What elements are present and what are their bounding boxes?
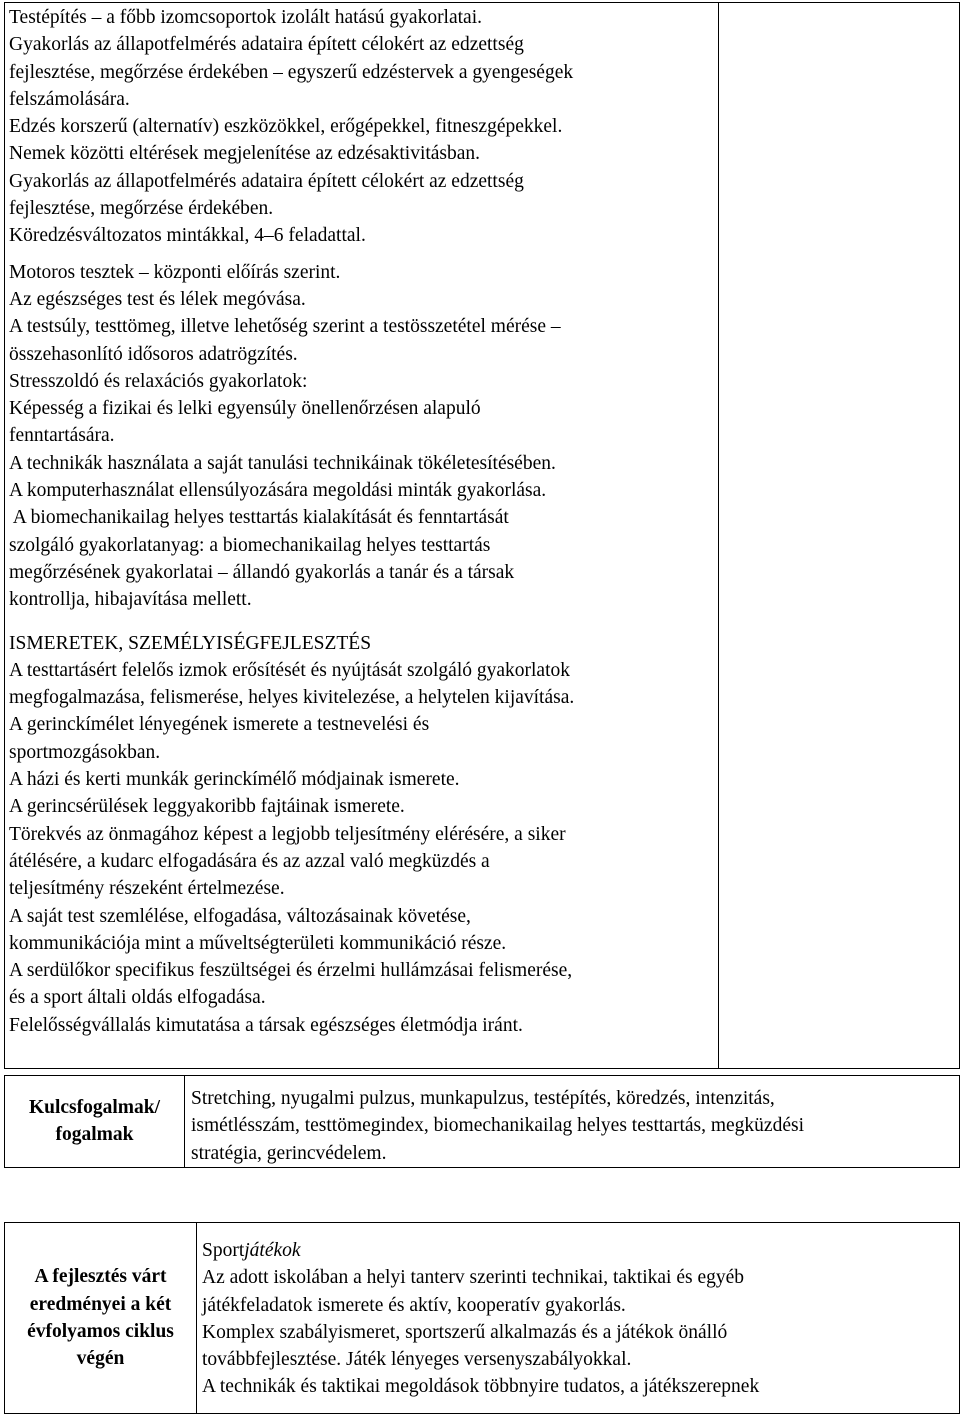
text-line: átélésére, a kudarc elfogadására és az azzal való megküzdés a [9,850,490,872]
text-line: A testsúly, testtömeg, illetve lehetőség szerint a testösszetétel mérése – [9,316,561,338]
section-heading: ISMERETEK, SZEMÉLYISÉGFEJLESZTÉS [9,632,372,654]
text-line: A serdülőkor specifikus feszültségei és érzelmi hullámzásai felismerése, [9,960,573,982]
outcomes-line: továbbfejlesztése. Játék lényeges versenyszabályokkal. [202,1349,632,1371]
outcomes-line: Komplex szabályismeret, sportszerű alkalmazás és a játékok önálló [202,1321,728,1343]
text-line: megfogalmazása, felismerése, helyes kivitelezése, a helytelen kijavítása. [9,687,575,709]
content-cell [5,3,719,1069]
text-line: Köredzésváltozatos mintákkal, 4–6 feladattal. [9,225,366,247]
outcomes-header-line: eredményei a két [29,1293,172,1315]
text-line: Gyakorlás az állapotfelmérés adataira épített célokért az edzettség [9,34,524,56]
text-line: A technikák használata a saját tanulási technikáinak tökéletesítésében. [9,452,556,474]
outcomes-header-line: évfolyamos ciklus [27,1321,174,1342]
text-line: Gyakorlás az állapotfelmérés adataira épített célokért az edzettség [9,170,524,192]
text-line: Képesség a fizikai és lelki egyensúly önellenőrzésen alapuló [9,398,481,420]
text-line: összehasonlító idősoros adatrögzítés. [9,343,298,365]
outcomes-body [197,1223,960,1414]
text-line: Törekvés az önmagához képest a legjobb teljesítmény elérésére, a siker [9,823,566,845]
text-line: megőrzésének gyakorlatai – állandó gyakorlás a tanár és a társak [9,561,515,583]
text-line: fejlesztése, megőrzése érdekében. [9,198,274,220]
keywords-row [5,1076,960,1168]
outcomes-line: A technikák és taktikai megoldások többnyire tudatos, a játékszerepnek [202,1376,760,1398]
text-line: Az egészséges test és lélek megóvása. [9,288,306,310]
outcomes-title-italic: játékok [244,1240,301,1261]
text-line: A saját test szemlélése, elfogadása, változásainak követése, [9,905,471,927]
text-line: Nemek közötti eltérések megjelenítése az edzésaktivitásban. [9,143,481,165]
text-line: Edzés korszerű (alternatív) eszközökkel, erőgépekkel, fitneszgépekkel. [9,116,563,138]
keywords-header-line: Kulcsfogalmak/ [28,1097,161,1119]
outcomes-row [5,1223,960,1414]
text-line: teljesítmény részeként értelmezése. [9,878,285,900]
outcomes-table [4,1222,960,1414]
text-line: fenntartására. [9,425,115,447]
keywords-header [5,1076,185,1168]
outcomes-line: játékfeladatok ismerete és aktív, kooperatív gyakorlás. [202,1294,626,1316]
outcomes-header [5,1223,197,1414]
text-line: Motoros tesztek – központi előírás szerint. [9,261,341,283]
text-line: fejlesztése, megőrzése érdekében – egyszerű edzéstervek a gyengeségek [9,61,574,83]
text-line: A gerincsérülések leggyakoribb fajtáinak ismerete. [9,796,405,818]
keywords-body [185,1076,960,1168]
text-line: és a sport általi oldás elfogadása. [9,987,266,1009]
text-line: felszámolására. [9,88,130,110]
text-line: szolgáló gyakorlatanyag: a biomechanikailag helyes testtartás [9,534,491,556]
text-line: kontrollja, hibajavítása mellett. [9,589,252,611]
outcomes-line: Az adott iskolában a helyi tanterv szerinti technikai, taktikai és egyéb [202,1267,745,1289]
content-row [5,3,960,1069]
empty-cell [719,3,960,1069]
text-line: kommunikációja mint a műveltségterületi kommunikáció része. [9,932,507,954]
text-line: A házi és kerti munkák gerinckímélő módjainak ismerete. [9,769,460,791]
outcomes-title-prefix: Sport [202,1240,245,1261]
text-line: Stresszoldó és relaxációs gyakorlatok: [9,370,308,392]
keywords-line: Stretching, nyugalmi pulzus, munkapulzus, testépítés, köredzés, intenzitás, [191,1088,775,1109]
content-table [4,2,960,1069]
text-line: Felelősségvállalás kimutatása a társak egészséges életmódja iránt. [9,1014,523,1036]
keywords-line: stratégia, gerincvédelem. [191,1142,387,1164]
text-line: A biomechanikailag helyes testtartás kialakítását és fenntartását [9,507,509,529]
keywords-table [4,1075,960,1168]
text-line: sportmozgásokban. [9,741,161,763]
text-line: A testtartásért felelős izmok erősítését és nyújtását szolgáló gyakorlatok [9,659,571,681]
keywords-header-line: fogalmak [55,1124,134,1146]
outcomes-header-line: A fejlesztés várt [34,1266,167,1288]
outcomes-header-line: végén [76,1348,125,1370]
text-line: A gerinckímélet lényegének ismerete a testnevelési és [9,714,430,736]
outcomes-title [202,1237,953,1264]
text-line: Testépítés – a főbb izomcsoportok izolált hatású gyakorlatai. [9,7,482,28]
keywords-line: ismétlésszám, testtömegindex, biomechanikailag helyes testtartás, megküzdési [191,1115,804,1137]
text-line: A komputerhasználat ellensúlyozására megoldási minták gyakorlása. [9,480,547,502]
